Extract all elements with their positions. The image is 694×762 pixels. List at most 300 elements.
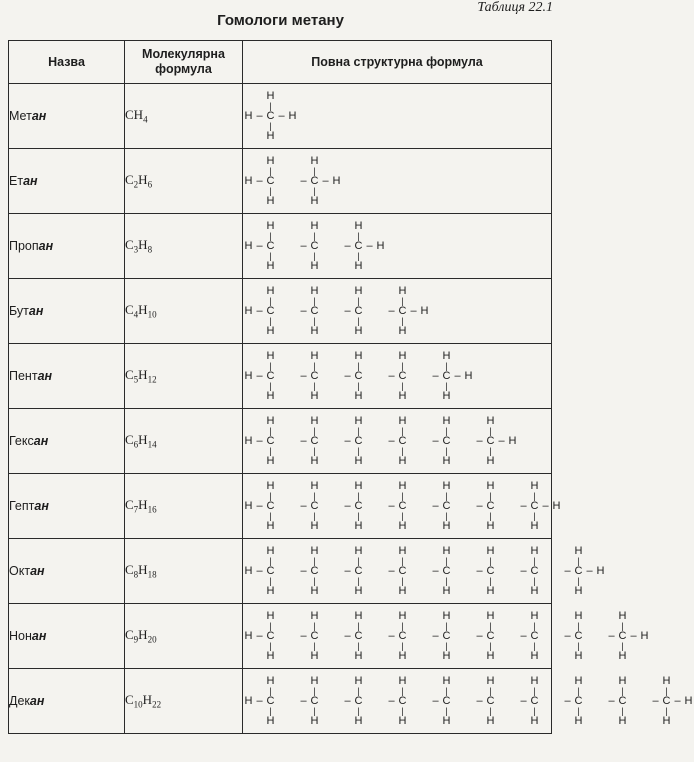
hydrogen-atom: H — [442, 675, 451, 687]
structural-formula — [243, 214, 552, 279]
name-suffix: ан — [33, 434, 49, 448]
bond: | — [445, 556, 448, 566]
bond: | — [445, 361, 448, 371]
bond: | — [445, 446, 448, 456]
bond: | — [401, 381, 404, 391]
hydrogen-atom: H — [442, 520, 451, 532]
hydrogen-atom: H — [354, 585, 363, 597]
hydrogen-atom: H — [310, 455, 319, 467]
hydrogen-atom: H — [244, 370, 253, 382]
hydrogen-atom: H — [354, 520, 363, 532]
carbon-atom: C — [354, 500, 363, 512]
bond: | — [577, 556, 580, 566]
bond: | — [357, 641, 360, 651]
bond: – — [344, 240, 351, 252]
hydrogen-atom: H — [354, 415, 363, 427]
bond: | — [269, 296, 272, 306]
hydrogen-atom: H — [244, 305, 253, 317]
bond: | — [533, 511, 536, 521]
hydrogen-atom: H — [266, 390, 275, 402]
hydrogen-atom: H — [244, 435, 253, 447]
molecular-formula: $C_3H_8$ — [125, 214, 243, 279]
bond: | — [313, 296, 316, 306]
methane-homologs-table — [8, 40, 693, 734]
bond: | — [401, 576, 404, 586]
bond: | — [269, 621, 272, 631]
hydrogen-atom: H — [530, 480, 539, 492]
molecular-formula: $C_8H_{18}$ — [125, 539, 243, 604]
hydrogen-count: 18 — [147, 569, 157, 580]
hydrogen-atom: H — [442, 715, 451, 727]
bond: – — [256, 175, 263, 187]
carbon-atom: C — [442, 630, 451, 642]
alkane-name — [9, 279, 125, 344]
hydrogen-atom: H — [310, 285, 319, 297]
bond: | — [357, 511, 360, 521]
bond: | — [269, 381, 272, 391]
bond: – — [388, 695, 395, 707]
hydrogen-atom: H — [442, 390, 451, 402]
hydrogen-atom: H — [266, 155, 275, 167]
carbon-atom: C — [486, 565, 495, 577]
bond: | — [533, 556, 536, 566]
hydrogen-atom: H — [464, 370, 473, 382]
structural-formula-grid — [243, 545, 605, 597]
name-stem: Окт — [9, 564, 31, 578]
hydrogen-atom: H — [530, 715, 539, 727]
hydrogen-atom: H — [266, 545, 275, 557]
bond: | — [269, 446, 272, 456]
structural-formula — [243, 539, 605, 604]
hydrogen-count: 16 — [147, 504, 157, 515]
carbon-atom: C — [354, 695, 363, 707]
hydrogen-count: 14 — [147, 439, 157, 450]
hydrogen-atom: H — [266, 260, 275, 272]
bond: | — [357, 361, 360, 371]
molecular-formula: $C_4H_{10}$ — [125, 279, 243, 344]
bond: | — [357, 491, 360, 501]
bond: – — [542, 500, 549, 512]
bond: – — [586, 565, 593, 577]
bond: – — [366, 240, 373, 252]
bond: | — [269, 556, 272, 566]
hydrogen-atom: H — [486, 585, 495, 597]
carbon-atom: C — [266, 565, 275, 577]
bond: – — [300, 370, 307, 382]
hydrogen-atom: H — [266, 90, 275, 102]
carbon-atom: C — [266, 175, 275, 187]
bond: | — [313, 511, 316, 521]
carbon-count: 4 — [133, 309, 139, 320]
bond: | — [313, 641, 316, 651]
bond: – — [564, 695, 571, 707]
carbon-atom: C — [266, 695, 275, 707]
hydrogen-atom: H — [310, 415, 319, 427]
bond: | — [269, 361, 272, 371]
hydrogen-atom: H — [398, 480, 407, 492]
carbon-atom: C — [442, 370, 451, 382]
bond: | — [313, 186, 316, 196]
hydrogen-atom: H — [310, 260, 319, 272]
hydrogen-atom: H — [266, 285, 275, 297]
carbon-atom: C — [574, 630, 583, 642]
header-structural-formula: Повна структурна формула — [243, 41, 552, 84]
bond: – — [498, 435, 505, 447]
bond: – — [630, 630, 637, 642]
bond: | — [357, 381, 360, 391]
bond: – — [520, 695, 527, 707]
structural-formula-grid — [243, 675, 693, 727]
hydrogen-atom: H — [266, 220, 275, 232]
hydrogen-atom: H — [618, 715, 627, 727]
hydrogen-atom: H — [574, 545, 583, 557]
structural-formula-grid — [243, 416, 551, 466]
carbon-atom: C — [354, 240, 363, 252]
carbon-atom: C — [662, 695, 671, 707]
bond: – — [454, 370, 461, 382]
structural-formula — [243, 344, 552, 409]
bond: | — [313, 686, 316, 696]
hydrogen-atom: H — [530, 610, 539, 622]
bond: – — [432, 565, 439, 577]
hydrogen-atom: H — [310, 675, 319, 687]
bond: | — [269, 511, 272, 521]
hydrogen-atom: H — [442, 415, 451, 427]
carbon-count: 9 — [133, 634, 139, 645]
bond: | — [445, 381, 448, 391]
carbon-atom: C — [310, 175, 319, 187]
bond: | — [489, 706, 492, 716]
hydrogen-atom: H — [442, 610, 451, 622]
carbon-atom: C — [486, 630, 495, 642]
bond: – — [300, 630, 307, 642]
hydrogen-atom: H — [310, 650, 319, 662]
bond: | — [621, 706, 624, 716]
bond: | — [313, 621, 316, 631]
name-stem: Нон — [9, 629, 32, 643]
bond: | — [445, 621, 448, 631]
bond: | — [577, 576, 580, 586]
bond: | — [489, 576, 492, 586]
hydrogen-atom: H — [244, 565, 253, 577]
hydrogen-atom: H — [442, 350, 451, 362]
bond: | — [401, 511, 404, 521]
bond: – — [256, 370, 263, 382]
bond: | — [269, 491, 272, 501]
structural-formula — [243, 604, 649, 669]
bond: – — [256, 305, 263, 317]
hydrogen-atom: H — [574, 650, 583, 662]
hydrogen-atom: H — [398, 350, 407, 362]
hydrogen-count: 4 — [143, 114, 148, 125]
carbon-atom: C — [574, 565, 583, 577]
bond: | — [401, 556, 404, 566]
hydrogen-atom: H — [486, 520, 495, 532]
carbon-count: 6 — [133, 439, 139, 450]
bond: – — [410, 305, 417, 317]
hydrogen-atom: H — [332, 175, 341, 187]
hydrogen-atom: H — [574, 715, 583, 727]
bond: – — [476, 500, 483, 512]
carbon-atom: C — [310, 630, 319, 642]
hydrogen-count: 6 — [147, 179, 153, 190]
hydrogen-atom: H — [662, 675, 671, 687]
molecular-formula: $C_5H_{12}$ — [125, 344, 243, 409]
bond: | — [357, 576, 360, 586]
carbon-atom: C — [442, 565, 451, 577]
carbon-atom: C — [354, 370, 363, 382]
bond: | — [445, 511, 448, 521]
hydrogen-count: 12 — [147, 374, 157, 385]
alkane-name — [9, 344, 125, 409]
structural-formula — [243, 279, 552, 344]
bond: | — [269, 576, 272, 586]
hydrogen-atom: H — [442, 585, 451, 597]
bond: | — [577, 686, 580, 696]
molecular-formula: $C_2H_6$ — [125, 149, 243, 214]
structural-formula — [243, 149, 552, 214]
bond: | — [357, 446, 360, 456]
hydrogen-atom: H — [354, 285, 363, 297]
structural-formula-grid — [243, 610, 649, 662]
bond: | — [533, 686, 536, 696]
bond: – — [388, 630, 395, 642]
bond: | — [357, 426, 360, 436]
bond: – — [476, 630, 483, 642]
hydrogen-atom: H — [420, 305, 429, 317]
hydrogen-atom: H — [244, 175, 253, 187]
bond: | — [313, 381, 316, 391]
bond: | — [313, 446, 316, 456]
name-stem: Ет — [9, 174, 24, 188]
hydrogen-atom: H — [640, 630, 649, 642]
bond: – — [564, 630, 571, 642]
bond: | — [401, 316, 404, 326]
bond: – — [344, 565, 351, 577]
hydrogen-atom: H — [398, 285, 407, 297]
bond: | — [269, 316, 272, 326]
hydrogen-atom: H — [398, 585, 407, 597]
header-row — [9, 41, 552, 84]
table-title: Гомологи метану — [217, 12, 344, 29]
molecular-formula: $C_9H_{20}$ — [125, 604, 243, 669]
bond: – — [520, 500, 527, 512]
header-molecular-formula: Молекулярна формула — [125, 41, 243, 84]
bond: | — [269, 186, 272, 196]
carbon-atom: C — [266, 630, 275, 642]
hydrogen-atom: H — [552, 500, 561, 512]
hydrogen-atom: H — [508, 435, 517, 447]
bond: – — [520, 565, 527, 577]
hydrogen-atom: H — [244, 240, 253, 252]
hydrogen-atom: H — [310, 715, 319, 727]
name-stem: Бут — [9, 304, 29, 318]
bond: – — [344, 370, 351, 382]
bond: – — [256, 630, 263, 642]
bond: – — [256, 435, 263, 447]
carbon-atom: C — [310, 435, 319, 447]
bond: | — [489, 621, 492, 631]
bond: | — [401, 296, 404, 306]
hydrogen-atom: H — [266, 350, 275, 362]
carbon-atom: C — [310, 305, 319, 317]
structural-formula — [243, 84, 552, 149]
molecular-formula: $C_6H_{14}$ — [125, 409, 243, 474]
carbon-count: 3 — [133, 244, 139, 255]
name-suffix: ан — [38, 239, 54, 253]
bond: – — [256, 110, 263, 122]
alkane-name — [9, 409, 125, 474]
carbon-atom: C — [442, 435, 451, 447]
carbon-atom: C — [354, 435, 363, 447]
carbon-atom: C — [354, 305, 363, 317]
hydrogen-atom: H — [354, 350, 363, 362]
table-row — [9, 344, 552, 409]
bond: – — [256, 565, 263, 577]
bond: | — [269, 101, 272, 111]
structural-formula-grid — [243, 286, 551, 336]
bond: – — [256, 695, 263, 707]
bond: | — [577, 706, 580, 716]
bond: – — [300, 435, 307, 447]
bond: | — [357, 556, 360, 566]
bond: | — [533, 576, 536, 586]
hydrogen-atom: H — [310, 610, 319, 622]
carbon-atom: C — [310, 240, 319, 252]
hydrogen-atom: H — [574, 610, 583, 622]
hydrogen-count: 22 — [152, 699, 162, 710]
hydrogen-atom: H — [398, 545, 407, 557]
bond: | — [269, 251, 272, 261]
hydrogen-atom: H — [596, 565, 605, 577]
hydrogen-atom: H — [530, 520, 539, 532]
hydrogen-atom: H — [266, 610, 275, 622]
bond: – — [388, 305, 395, 317]
bond: – — [388, 500, 395, 512]
bond: | — [621, 621, 624, 631]
hydrogen-atom: H — [486, 545, 495, 557]
bond: | — [489, 491, 492, 501]
carbon-atom: C — [398, 565, 407, 577]
hydrogen-atom: H — [310, 220, 319, 232]
table-number: Таблиця 22.1 — [477, 0, 553, 15]
bond: | — [357, 251, 360, 261]
bond: | — [269, 231, 272, 241]
bond: | — [401, 621, 404, 631]
carbon-atom: C — [398, 370, 407, 382]
bond: | — [401, 706, 404, 716]
carbon-atom: C — [442, 695, 451, 707]
carbon-atom: C — [486, 435, 495, 447]
carbon-atom: C — [310, 370, 319, 382]
bond: | — [313, 491, 316, 501]
bond: | — [357, 316, 360, 326]
bond: – — [432, 370, 439, 382]
bond: | — [313, 576, 316, 586]
hydrogen-atom: H — [354, 325, 363, 337]
hydrogen-atom: H — [486, 610, 495, 622]
hydrogen-atom: H — [354, 260, 363, 272]
bond: – — [278, 110, 285, 122]
hydrogen-atom: H — [376, 240, 385, 252]
bond: – — [652, 695, 659, 707]
hydrogen-atom: H — [354, 220, 363, 232]
bond: – — [476, 565, 483, 577]
alkane-name — [9, 474, 125, 539]
hydrogen-atom: H — [574, 675, 583, 687]
hydrogen-atom: H — [310, 520, 319, 532]
bond: | — [621, 641, 624, 651]
hydrogen-atom: H — [354, 650, 363, 662]
bond: – — [432, 695, 439, 707]
structural-formula-grid — [243, 91, 551, 141]
hydrogen-atom: H — [354, 390, 363, 402]
hydrogen-atom: H — [354, 455, 363, 467]
hydrogen-atom: H — [574, 585, 583, 597]
alkane-name — [9, 669, 125, 734]
name-stem: Проп — [9, 239, 39, 253]
bond: | — [577, 621, 580, 631]
hydrogen-atom: H — [310, 325, 319, 337]
table-row — [9, 604, 552, 669]
bond: | — [621, 686, 624, 696]
carbon-atom: C — [310, 500, 319, 512]
bond: | — [313, 316, 316, 326]
bond: | — [533, 641, 536, 651]
hydrogen-atom: H — [266, 585, 275, 597]
hydrogen-count: 8 — [147, 244, 153, 255]
bond: – — [256, 500, 263, 512]
name-suffix: ан — [34, 499, 49, 513]
hydrogen-atom: H — [398, 455, 407, 467]
bond: – — [608, 695, 615, 707]
carbon-atom: C — [354, 565, 363, 577]
bond: – — [608, 630, 615, 642]
bond: – — [388, 370, 395, 382]
bond: | — [269, 166, 272, 176]
bond: | — [357, 621, 360, 631]
bond: | — [357, 231, 360, 241]
hydrogen-atom: H — [310, 480, 319, 492]
bond: – — [520, 630, 527, 642]
bond: – — [300, 500, 307, 512]
carbon-atom: C — [266, 370, 275, 382]
carbon-atom: C — [398, 435, 407, 447]
alkane-name — [9, 539, 125, 604]
molecular-formula: $C_7H_{16}$ — [125, 474, 243, 539]
structural-formula — [243, 409, 552, 474]
bond: | — [445, 641, 448, 651]
bond: | — [313, 231, 316, 241]
hydrogen-atom: H — [398, 325, 407, 337]
hydrogen-atom: H — [442, 545, 451, 557]
bond: | — [533, 491, 536, 501]
carbon-atom: C — [574, 695, 583, 707]
hydrogen-atom: H — [486, 650, 495, 662]
hydrogen-atom: H — [684, 695, 693, 707]
hydrogen-atom: H — [266, 130, 275, 142]
bond: | — [489, 686, 492, 696]
bond: – — [388, 435, 395, 447]
hydrogen-atom: H — [310, 195, 319, 207]
alkane-name — [9, 149, 125, 214]
name-stem: Мет — [9, 109, 32, 123]
hydrogen-atom: H — [310, 155, 319, 167]
bond: – — [344, 500, 351, 512]
bond: | — [313, 706, 316, 716]
carbon-count: 5 — [133, 374, 139, 385]
hydrogen-atom: H — [618, 610, 627, 622]
